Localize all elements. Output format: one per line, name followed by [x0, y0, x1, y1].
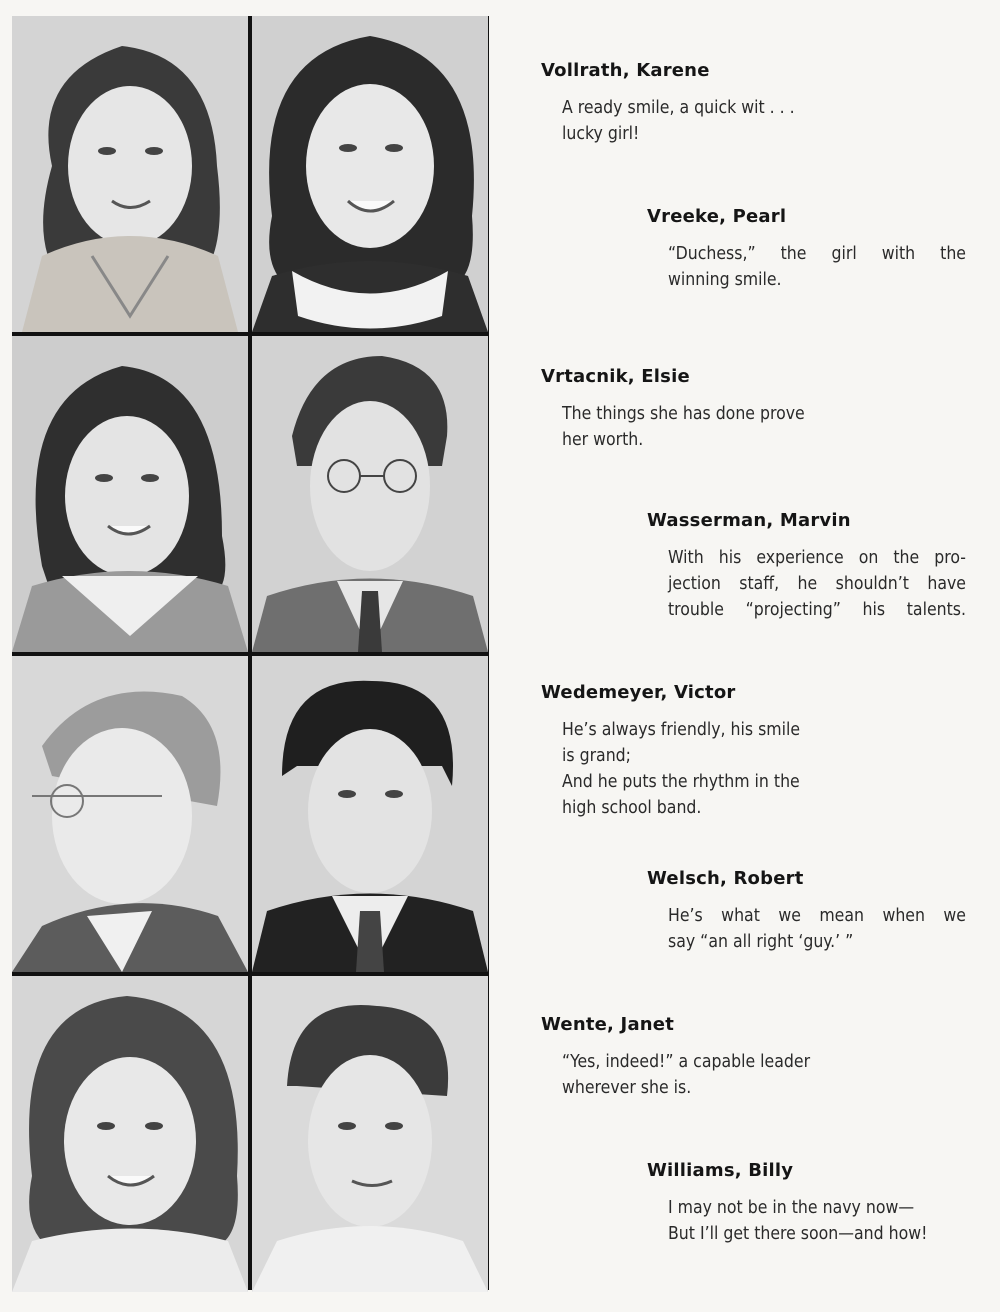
student-quote: He’s what we mean when we say “an all right ‘guy.’ ” [668, 906, 966, 952]
portrait-photo-vreeke [252, 16, 488, 332]
portrait-photo-williams [252, 976, 488, 1292]
entry-vollrath [541, 60, 871, 147]
portrait-photo-wente [12, 976, 248, 1292]
portrait-photo-vollrath [12, 16, 248, 332]
portrait-photo-wedemeyer [12, 656, 248, 972]
portrait-photo-vrtacnik [12, 336, 248, 652]
entry-wasserman [647, 510, 967, 623]
entry-wente [541, 1014, 871, 1101]
student-quote: With his experience on the pro- jection staff, he shouldn’t have trouble “projecting” his talents. [668, 548, 966, 620]
entry-williams [647, 1160, 977, 1247]
student-name: Wedemeyer, Victor [541, 682, 736, 703]
photo-grid [12, 16, 489, 1290]
student-name: Vrtacnik, Elsie [541, 366, 690, 387]
student-quote: He’s always friendly, his smile is grand; And he puts the rhythm in the high school band. [562, 720, 801, 818]
student-name: Vollrath, Karene [541, 60, 710, 81]
student-name: Williams, Billy [647, 1160, 794, 1181]
student-quote: A ready smile, a quick wit . . . lucky girl! [562, 98, 795, 144]
entry-vrtacnik [541, 366, 871, 453]
student-quote: “Duchess,” the girl with the winning smile. [668, 244, 966, 290]
portrait-photo-wasserman [252, 336, 488, 652]
student-quote: I may not be in the navy now— But I’ll get there soon—and how! [668, 1198, 928, 1244]
student-name: Wasserman, Marvin [647, 510, 851, 531]
student-quote: The things she has done prove her worth. [562, 404, 805, 450]
entry-wedemeyer [541, 682, 871, 821]
entry-vreeke [647, 206, 967, 293]
student-quote: “Yes, indeed!” a capable leader wherever she is. [562, 1052, 811, 1098]
student-name: Vreeke, Pearl [647, 206, 787, 227]
portrait-photo-welsch [252, 656, 488, 972]
student-name: Welsch, Robert [647, 868, 804, 889]
student-name: Wente, Janet [541, 1014, 675, 1035]
entry-welsch [647, 868, 967, 955]
